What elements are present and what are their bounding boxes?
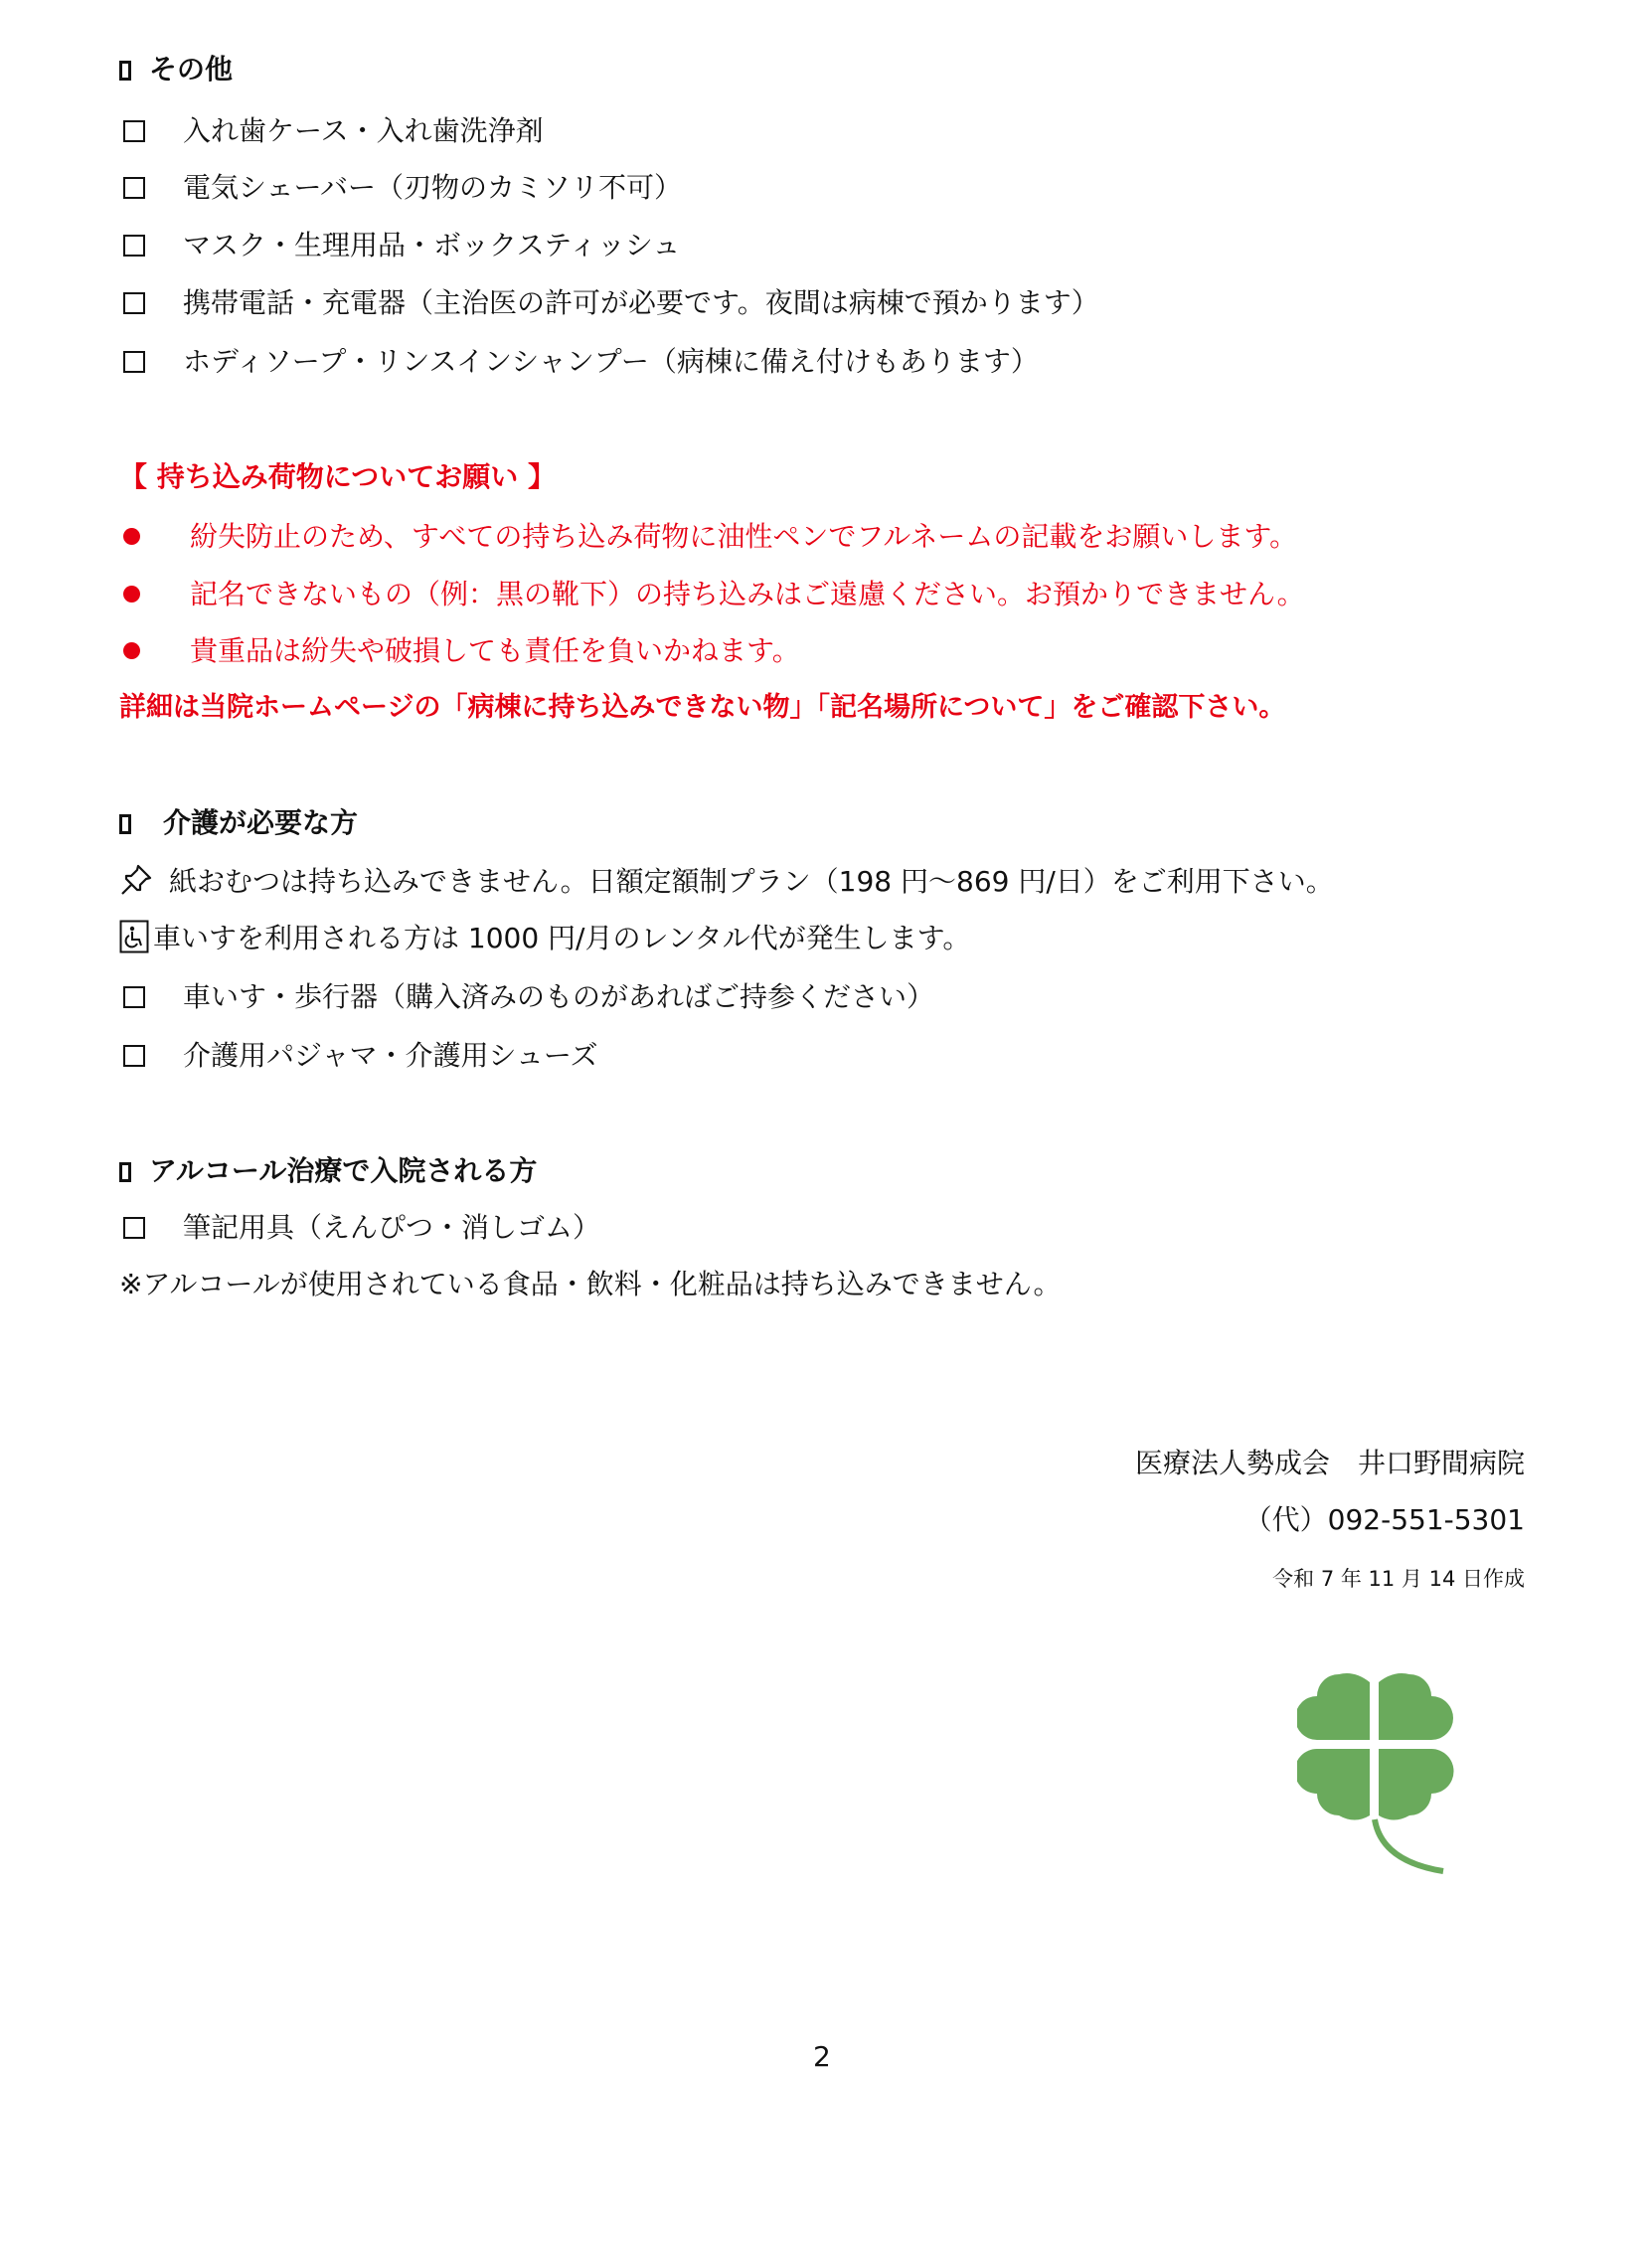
checklist-item [119, 1036, 597, 1076]
diaper-note [119, 862, 1334, 908]
red-dot-bullet-icon [123, 528, 140, 545]
organization-name: 医療法人勢成会 井口野間病院 [1134, 1447, 1525, 1479]
four-leaf-clover-icon [1297, 1670, 1456, 1879]
section-heading-alcohol [119, 1151, 537, 1191]
wheelchair-note-text: 車いすを利用される方は 1000 円/月のレンタル代が発生します。 [153, 922, 971, 954]
request-detail-link-text: 詳細は当院ホームページの「病棟に持ち込みできない物」「記名場所について」をご確認下さい。 [119, 692, 1286, 723]
checklist-item-label: ホディソープ・リンスインシャンプー（病棟に備え付けもあります） [183, 345, 1039, 378]
checkbox-icon [123, 986, 145, 1008]
checklist-item-label: 入れ歯ケース・入れ歯洗浄剤 [183, 114, 544, 147]
checklist-item [119, 168, 682, 208]
request-bullet [119, 575, 1305, 614]
checklist-item [119, 342, 1039, 382]
request-bullet [119, 517, 1297, 557]
request-bullet-text: 記名できないもの（例：黒の靴下）の持ち込みはご遠慮ください。お預かりできません。 [190, 578, 1305, 610]
checkbox-icon [123, 177, 145, 199]
checklist-item-label: 車いす・歩行器（購入済みのものがあればご持参ください） [183, 980, 935, 1013]
checklist-item-label: 携帯電話・充電器（主治医の許可が必要です。夜間は病棟で預かります） [183, 286, 1099, 319]
request-bullet-text: 貴重品は紛失や破損しても責任を負いかねます。 [190, 634, 800, 667]
checkbox-icon [123, 351, 145, 373]
section-heading-care [119, 803, 358, 843]
checkbox-icon [123, 1045, 145, 1067]
square-bullet-icon [119, 61, 131, 81]
wheelchair-rental-note [119, 919, 970, 964]
section-heading-other [119, 50, 233, 89]
section-heading-text: 介護が必要な方 [163, 806, 359, 839]
checklist-item [119, 111, 544, 151]
square-bullet-icon [119, 1162, 131, 1182]
checklist-item-label: 電気シェーバー（刃物のカミソリ不可） [183, 171, 683, 204]
diaper-note-text: 紙おむつは持ち込みできません。日額定額制プラン（198 円～869 円/日）をご利用下さい。 [169, 865, 1334, 898]
page-number: 2 [813, 2040, 831, 2073]
checklist-item-label: 筆記用具（えんぴつ・消しゴム） [183, 1211, 601, 1244]
phone-number: （代）092-551-5301 [1243, 1503, 1525, 1536]
created-date: 令和 7 年 11 月 14 日作成 [1272, 1567, 1525, 1591]
checkbox-icon [123, 292, 145, 314]
pushpin-icon [119, 863, 153, 908]
checklist-item [119, 226, 680, 265]
request-heading: 【 持ち込み荷物についてお願い 】 [119, 460, 556, 493]
square-bullet-icon [119, 814, 131, 834]
wheelchair-icon [119, 920, 149, 964]
checkbox-icon [123, 1217, 145, 1239]
red-dot-bullet-icon [123, 586, 140, 603]
checklist-item [119, 283, 1099, 323]
alcohol-note: ※アルコールが使用されている食品・飲料・化粧品は持ち込みできません。 [119, 1268, 1062, 1300]
checklist-item [119, 1208, 600, 1248]
checkbox-icon [123, 235, 145, 257]
checklist-item-label: 介護用パジャマ・介護用シューズ [183, 1039, 598, 1072]
checklist-item-label: マスク・生理用品・ボックスティッシュ [183, 229, 681, 261]
checklist-item [119, 977, 934, 1017]
request-bullet [119, 631, 800, 671]
section-heading-text: アルコール治療で入院される方 [149, 1154, 538, 1187]
checkbox-icon [123, 120, 145, 142]
request-bullet-text: 紛失防止のため、すべての持ち込み荷物に油性ペンでフルネームの記載をお願いします。 [190, 520, 1298, 553]
red-dot-bullet-icon [123, 642, 140, 659]
section-heading-text: その他 [149, 53, 234, 86]
